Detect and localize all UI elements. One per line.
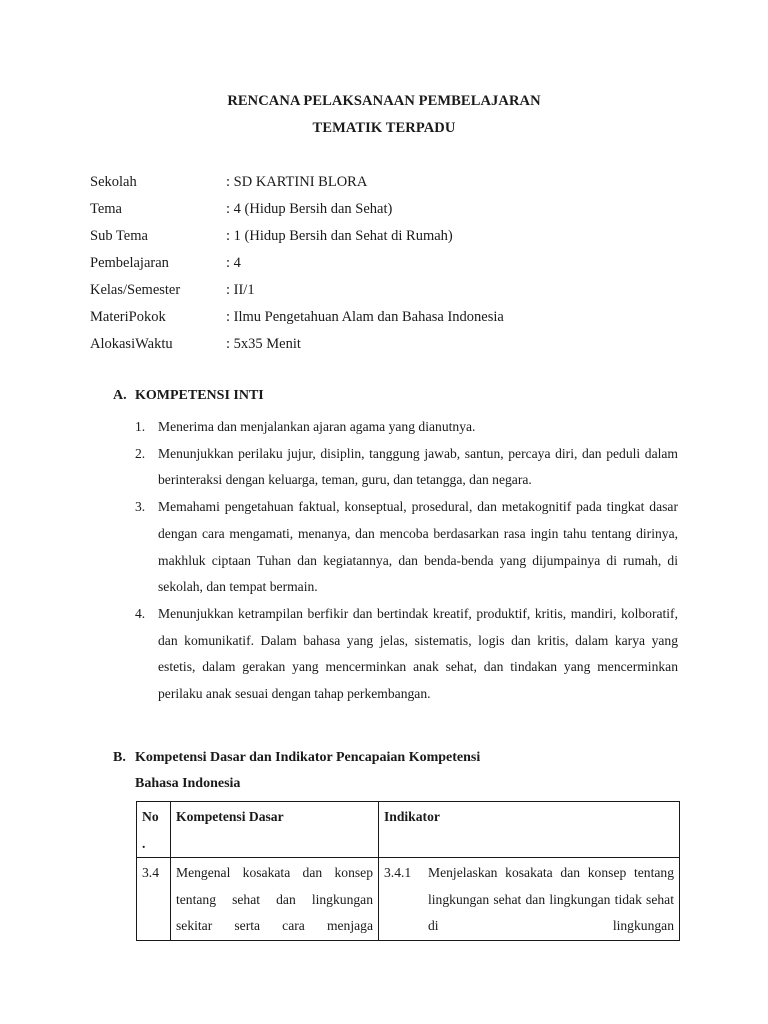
list-item-number: 2. [135,445,146,461]
section-b-letter: B. [113,750,126,765]
identity-label: Kelas/Semester [90,282,181,298]
identity-value: : II/1 [226,282,255,298]
section-a-letter: A. [113,388,127,403]
list-item-text: Menunjukkan perilaku jujur, disiplin, tanggung jawab, santun, percaya diri, dan peduli dalam berinteraksi dengan keluarga, teman, guru, dan tetangga, dan negara. [158,445,678,488]
table-cell-no: 3.4 [137,858,171,941]
table-header-row [137,802,680,858]
section-b-heading [113,750,480,766]
core-competency-list [135,414,678,708]
identity-value: : 5x35 Menit [226,336,301,352]
identity-row-theme [90,200,504,227]
competency-table [136,801,680,941]
identity-label: MateriPokok [90,309,166,325]
identity-row-subtheme [90,227,504,254]
indicator-item [384,860,674,940]
identity-row-lesson [90,254,504,281]
identity-value: : 4 (Hidup Bersih dan Sehat) [226,201,393,217]
list-item [135,601,678,708]
identity-row-school [90,173,504,200]
document-title-line1: RENCANA PELAKSANAAN PEMBELAJARAN [227,93,541,109]
section-b-title: Kompetensi Dasar dan Indikator Pencapaian Kompetensi [135,750,481,765]
list-item [135,414,678,441]
list-item [135,494,678,601]
list-item-text: Memahami pengetahuan faktual, konseptual, prosedural, dan metakognitif pada tingkat dasar dengan cara mengamati, menanya, dan mencoba berdasarkan rasa ingin tahu tentang dirinya, makhluk ciptaan Tuhan dan kegiatannya, dan benda-benda yang dijumpainya di rumah, di sekolah, dan tempat bermain. [158,499,678,595]
indicator-text: Menjelaskan kosakata dan konsep tentang lingkungan sehat dan lingkungan tidak sehat di lingkungan [428,865,674,933]
identity-value: : Ilmu Pengetahuan Alam dan Bahasa Indonesia [226,309,504,325]
section-a-title: KOMPETENSI INTI [135,388,264,403]
competency-text: Mengenal kosakata dan konsep tentang sehat dan lingkungan sekitar serta cara menjaga [176,865,373,933]
column-header-no: No . [137,802,171,858]
column-header-indikator: Indikator [379,802,680,858]
table-row [137,858,680,941]
identity-value: : 4 [226,255,241,271]
list-item-text: Menerima dan menjalankan ajaran agama yang dianutnya. [158,419,476,434]
list-item-number: 3. [135,499,146,515]
identity-value: : 1 (Hidup Bersih dan Sehat di Rumah) [226,228,453,244]
list-item-number: 4. [135,605,146,621]
identity-value: : SD KARTINI BLORA [226,174,368,190]
list-item-text: Menunjukkan ketrampilan berfikir dan bertindak kreatif, produktif, kritis, mandiri, kolboratif, dan komunikatif. Dalam bahasa yang jelas, sistematis, logis dan kritis, dalam karya yang estetis, dalam gerakan yang mencerminkan anak sehat, dan tindakan yang mencerminkan perilaku anak sesuai dengan tahap perkembangan. [158,605,678,702]
identity-row-time [90,335,504,362]
section-a-heading [113,388,264,404]
table-cell-indikator [379,858,680,941]
list-item-number: 1. [135,419,146,434]
table-cell-kd [171,858,379,941]
identity-label: Tema [90,201,122,217]
column-header-kd: Kompetensi Dasar [171,802,379,858]
indicator-number: 3.4.1 [384,865,412,880]
section-b-subheading: Bahasa Indonesia [135,776,241,791]
identity-label: Sekolah [90,174,137,190]
identity-label: Pembelajaran [90,255,169,271]
identity-label: Sub Tema [90,228,148,244]
identity-block [90,173,504,362]
list-item [135,441,678,494]
identity-row-class [90,281,504,308]
identity-row-subject [90,308,504,335]
identity-label: AlokasiWaktu [90,336,173,352]
document-title-line2: TEMATIK TERPADU [312,120,456,136]
